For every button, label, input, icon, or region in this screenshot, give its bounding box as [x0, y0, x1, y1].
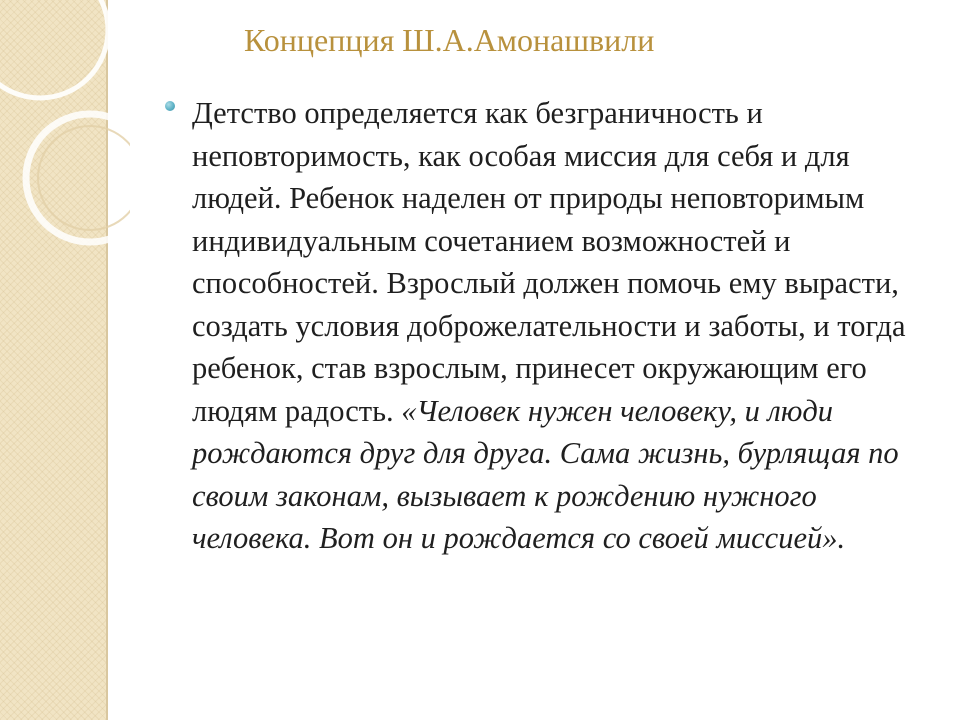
bullet-icon: [165, 101, 175, 111]
body-quote: «Человек нужен человеку, и люди рождаются друг для друга. Сама жизнь, бурлящая по своим законам, вызывает к рождению нужного человека. Вот он и рождается со своей миссией».: [192, 393, 899, 555]
slide-title: Концепция Ш.А.Амонашвили: [244, 22, 655, 58]
body-text-plain: Детство определяется как безграничность и неповторимость, как особая миссия для себя и для людей. Ребенок наделен от природы неповторимым индивидуальным сочетанием возможностей и способностей. Взрослый должен помочь ему вырасти, создать условия доброжелательности и заботы, и тогда ребенок, став взрослым, принесет окружающим его людям радость.: [192, 96, 906, 428]
decorative-rings-icon: [0, 0, 130, 260]
lower-ring-inner: [38, 126, 130, 230]
upper-ring: [0, 0, 108, 98]
body-paragraph: [192, 92, 934, 560]
